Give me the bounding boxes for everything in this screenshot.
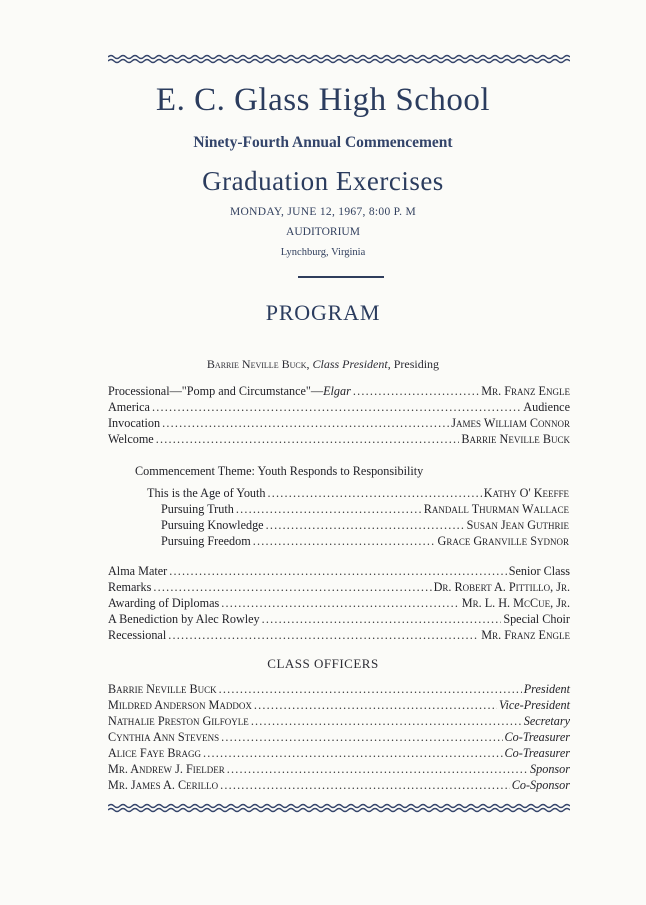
program-item-label: Awarding of Diplomas bbox=[108, 596, 220, 610]
bottom-ornamental-border bbox=[108, 803, 570, 813]
program-item bbox=[108, 564, 570, 580]
officer-name: Mr. James A. Cerillo bbox=[108, 778, 219, 792]
event-title: Graduation Exercises bbox=[202, 166, 444, 196]
program-heading: PROGRAM bbox=[265, 300, 381, 325]
leader-dots bbox=[251, 714, 522, 729]
officer-role: Co-Treasurer bbox=[504, 746, 570, 760]
program-item-label: Invocation bbox=[108, 416, 161, 430]
officer-row bbox=[108, 778, 570, 794]
leader-dots bbox=[153, 580, 431, 595]
officer-role: President bbox=[523, 682, 570, 696]
theme-item-label: Pursuing Truth bbox=[161, 502, 234, 516]
program-item-performer: James William Connor bbox=[451, 416, 570, 430]
theme-item-speaker: Grace Granville Sydnor bbox=[437, 534, 569, 548]
officer-role: Vice-President bbox=[498, 698, 570, 712]
annual-commencement: Ninety-Fourth Annual Commencement bbox=[193, 134, 453, 151]
leader-dots bbox=[168, 628, 479, 643]
officer-row bbox=[108, 682, 570, 698]
officer-row bbox=[108, 762, 570, 778]
theme-item bbox=[161, 518, 569, 534]
leader-dots bbox=[221, 596, 460, 611]
program-item bbox=[108, 384, 570, 400]
program-item bbox=[108, 400, 570, 416]
presiding-name: Barrie Neville Buck bbox=[206, 357, 307, 371]
officer-row bbox=[108, 746, 570, 762]
program-item-performer: Dr. Robert A. Pittillo, Jr. bbox=[433, 580, 570, 594]
program-item-label: A Benediction by Alec Rowley bbox=[108, 612, 260, 626]
school-name: E. C. Glass High School bbox=[155, 82, 491, 118]
program-item-performer: Mr. Franz Engle bbox=[481, 384, 570, 398]
leader-dots bbox=[268, 486, 482, 501]
program-item-label: Alma Mater bbox=[108, 564, 168, 578]
program-item bbox=[108, 596, 570, 612]
leader-dots bbox=[221, 730, 502, 745]
presiding-line: Barrie Neville Buck, Class President, Presiding bbox=[206, 357, 440, 371]
leader-dots bbox=[152, 400, 521, 415]
program-item bbox=[108, 416, 570, 432]
leader-dots bbox=[262, 612, 502, 627]
event-date: MONDAY, JUNE 12, 1967, 8:00 P. M bbox=[230, 206, 416, 218]
leader-dots bbox=[254, 698, 497, 713]
leader-dots bbox=[162, 416, 449, 431]
leader-dots bbox=[203, 746, 503, 761]
program-item-label: Recessional bbox=[108, 628, 167, 642]
leader-dots bbox=[156, 432, 460, 447]
event-venue: AUDITORIUM bbox=[286, 226, 360, 238]
program-item-performer: Senior Class bbox=[508, 564, 570, 578]
theme-item-speaker: Susan Jean Guthrie bbox=[466, 518, 569, 532]
leader-dots bbox=[236, 502, 422, 517]
program-item-label: Processional—"Pomp and Circumstance"—Elgar bbox=[108, 384, 351, 398]
leader-dots bbox=[353, 384, 479, 399]
leader-dots bbox=[219, 682, 522, 697]
class-officers-heading: CLASS OFFICERS bbox=[267, 656, 379, 671]
program-item-label: Welcome bbox=[108, 432, 154, 446]
officer-role: Co-Sponsor bbox=[511, 778, 570, 792]
theme-item bbox=[147, 486, 569, 502]
leader-dots bbox=[227, 762, 528, 777]
leader-dots bbox=[253, 534, 436, 549]
event-location: Lynchburg, Virginia bbox=[280, 247, 366, 258]
program-item-performer: Mr. L. H. McCue, Jr. bbox=[461, 596, 570, 610]
theme-item-label: Pursuing Knowledge bbox=[161, 518, 264, 532]
officer-name: Alice Faye Bragg bbox=[108, 746, 201, 760]
presiding-suffix: Presiding bbox=[393, 357, 440, 371]
theme-item-speaker: Randall Thurman Wallace bbox=[423, 502, 569, 516]
commencement-theme: Commencement Theme: Youth Responds to Responsibility bbox=[135, 464, 424, 478]
leader-dots bbox=[266, 518, 465, 533]
top-ornamental-border bbox=[108, 54, 570, 64]
officer-row bbox=[108, 714, 570, 730]
officer-name: Barrie Neville Buck bbox=[108, 682, 217, 696]
program-item-performer: Audience bbox=[523, 400, 570, 414]
program-item-label: Remarks bbox=[108, 580, 152, 594]
presiding-role: Class President bbox=[312, 357, 388, 371]
officer-role: Sponsor bbox=[530, 762, 570, 776]
officer-name: Nathalie Preston Gilfoyle bbox=[108, 714, 249, 728]
officer-role: Co-Treasurer bbox=[504, 730, 570, 744]
theme-item-label: Pursuing Freedom bbox=[161, 534, 251, 548]
officer-row bbox=[108, 698, 570, 714]
program-item-label: America bbox=[108, 400, 150, 414]
program-item bbox=[108, 580, 570, 596]
officer-name: Mr. Andrew J. Fielder bbox=[108, 762, 225, 776]
program-item-performer: Barrie Neville Buck bbox=[461, 432, 570, 446]
header-divider bbox=[298, 276, 384, 278]
program-item-performer: Special Choir bbox=[503, 612, 570, 626]
leader-dots bbox=[220, 778, 510, 793]
officer-row bbox=[108, 730, 570, 746]
officer-role: Secretary bbox=[523, 714, 570, 728]
leader-dots bbox=[169, 564, 506, 579]
officer-name: Cynthia Ann Stevens bbox=[108, 730, 220, 744]
theme-item bbox=[161, 534, 569, 550]
officer-name: Mildred Anderson Maddox bbox=[108, 698, 252, 712]
program-item bbox=[108, 612, 570, 628]
program-item bbox=[108, 628, 570, 644]
program-item-performer: Mr. Franz Engle bbox=[481, 628, 570, 642]
theme-item-speaker: Kathy O' Keeffe bbox=[483, 486, 569, 500]
theme-item-label: This is the Age of Youth bbox=[147, 486, 266, 500]
program-item bbox=[108, 432, 570, 448]
theme-item bbox=[161, 502, 569, 518]
